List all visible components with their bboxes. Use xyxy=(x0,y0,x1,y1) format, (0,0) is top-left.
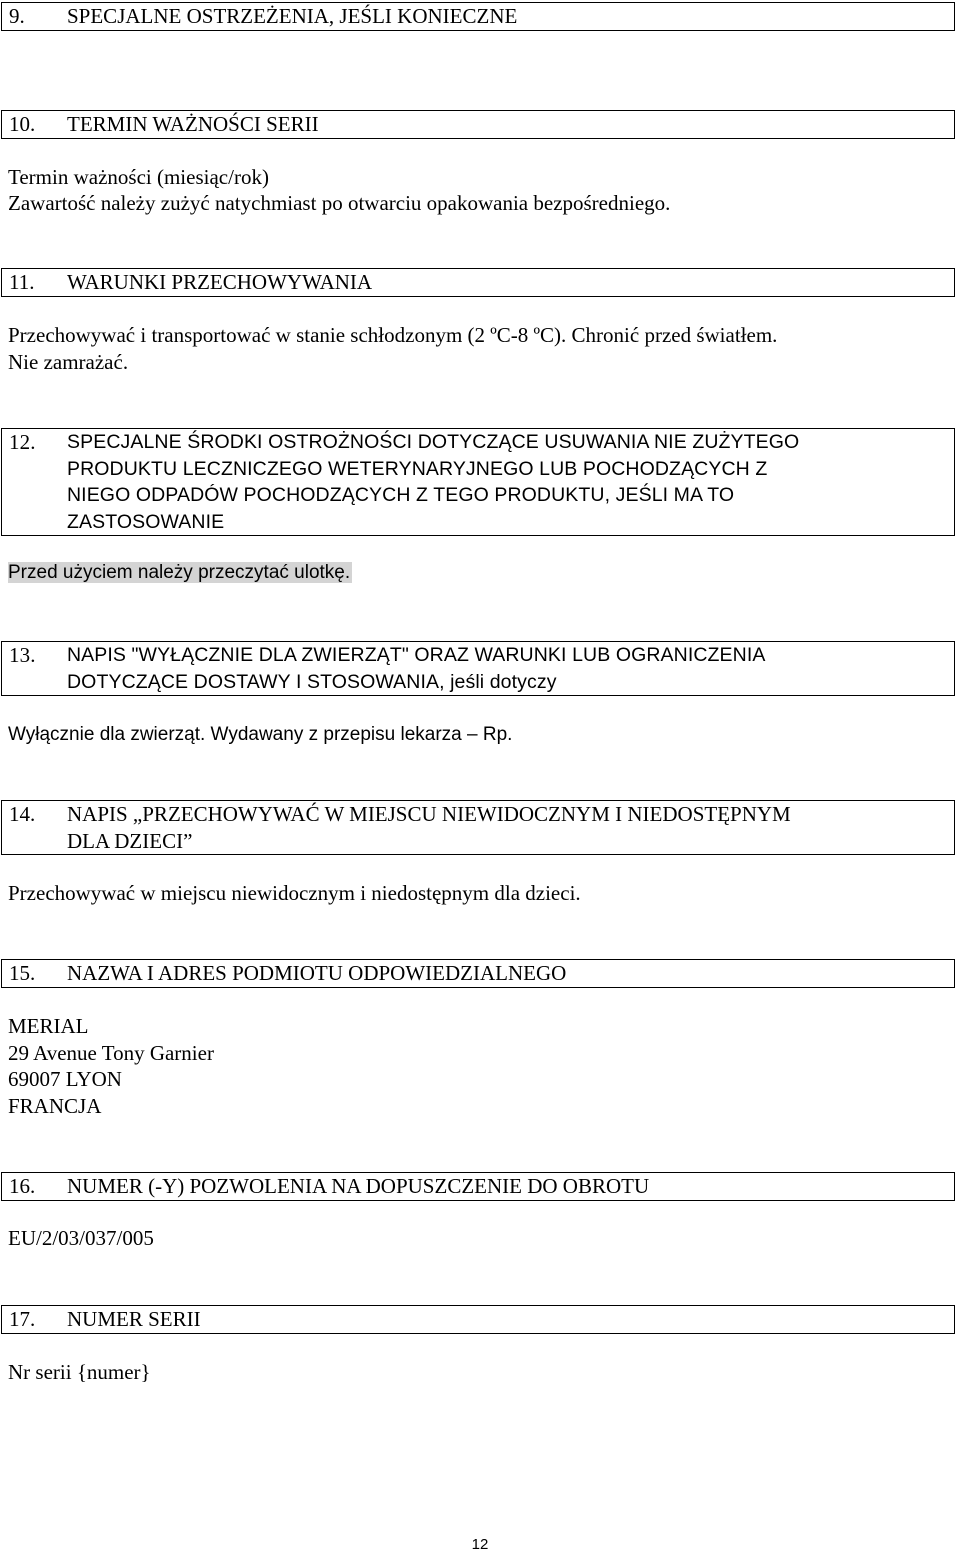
section-16-header xyxy=(1,1172,955,1201)
section-14-header xyxy=(1,800,955,855)
section-15-body-line-4: FRANCJA xyxy=(8,1094,102,1118)
section-title-line-2: DLA DZIECI” xyxy=(67,828,193,853)
section-17-header xyxy=(1,1305,955,1334)
section-number: 13. xyxy=(9,643,36,667)
section-title-line-1: SPECJALNE ŚRODKI OSTROŻNOŚCI DOTYCZĄCE USUWANIA NIE ZUŻYTEGO xyxy=(67,431,800,453)
highlighted-text: Przed użyciem należy przeczytać ulotkę. xyxy=(8,562,351,583)
section-title: TERMIN WAŻNOŚCI SERII xyxy=(67,112,319,136)
section-number: 15. xyxy=(9,961,36,985)
section-title: NUMER (-Y) POZWOLENIA NA DOPUSZCZENIE DO OBROTU xyxy=(67,1174,650,1198)
section-16-body-line-1: EU/2/03/037/005 xyxy=(8,1226,154,1250)
section-13-body-line-1: Wyłącznie dla zwierząt. Wydawany z przepisu lekarza – Rp. xyxy=(8,724,513,745)
section-15-header xyxy=(1,959,955,988)
section-number: 16. xyxy=(9,1174,36,1198)
section-title: WARUNKI PRZECHOWYWANIA xyxy=(67,270,373,294)
section-10-body-line-2: Zawartość należy zużyć natychmiast po otwarciu opakowania bezpośredniego. xyxy=(8,191,671,215)
section-title-line-2: PRODUKTU LECZNICZEGO WETERYNARYJNEGO LUB POCHODZĄCYCH Z xyxy=(67,457,768,480)
section-10-body-line-1: Termin ważności (miesiąc/rok) xyxy=(8,165,269,189)
section-number: 10. xyxy=(9,112,36,136)
section-title-line-3: NIEGO ODPADÓW POCHODZĄCYCH Z TEGO PRODUKTU, JEŚLI MA TO xyxy=(67,484,735,506)
section-number: 17. xyxy=(9,1307,36,1331)
section-number: 9. xyxy=(9,4,25,28)
section-9-header xyxy=(1,2,955,31)
section-title-line-4: ZASTOSOWANIE xyxy=(67,510,225,533)
section-12-header xyxy=(1,428,955,536)
section-13-header xyxy=(1,641,955,696)
section-15-body-line-3: 69007 LYON xyxy=(8,1067,122,1091)
section-11-body-line-2: Nie zamrażać. xyxy=(8,350,129,374)
page-number: 12 xyxy=(471,1536,489,1553)
section-15-body-line-2: 29 Avenue Tony Garnier xyxy=(8,1041,214,1065)
section-number: 14. xyxy=(9,802,36,826)
section-10-header xyxy=(1,110,955,139)
section-title-line-1: NAPIS "WYŁĄCZNIE DLA ZWIERZĄT" ORAZ WARUNKI LUB OGRANICZENIA xyxy=(67,644,766,666)
section-14-body-line-1: Przechowywać w miejscu niewidocznym i niedostępnym dla dzieci. xyxy=(8,881,581,905)
section-title-line-1: NAPIS „PRZECHOWYWAĆ W MIEJSCU NIEWIDOCZNYM I NIEDOSTĘPNYM xyxy=(67,802,791,826)
section-15-body-line-1: MERIAL xyxy=(8,1014,89,1038)
section-11-header xyxy=(1,268,955,297)
section-title: SPECJALNE OSTRZEŻENIA, JEŚLI KONIECZNE xyxy=(67,4,518,28)
section-11-body-line-1: Przechowywać i transportować w stanie schłodzonym (2 ºC-8 ºC). Chronić przed światłem. xyxy=(8,323,778,347)
section-17-body-line-1: Nr serii {numer} xyxy=(8,1360,151,1384)
section-number: 12. xyxy=(9,430,36,454)
section-12-body-line-1 xyxy=(8,560,352,587)
section-number: 11. xyxy=(9,270,35,294)
section-title-line-2: DOTYCZĄCE DOSTAWY I STOSOWANIA, jeśli dotyczy xyxy=(67,670,557,693)
section-title: NAZWA I ADRES PODMIOTU ODPOWIEDZIALNEGO xyxy=(67,961,567,985)
section-title: NUMER SERII xyxy=(67,1307,201,1331)
